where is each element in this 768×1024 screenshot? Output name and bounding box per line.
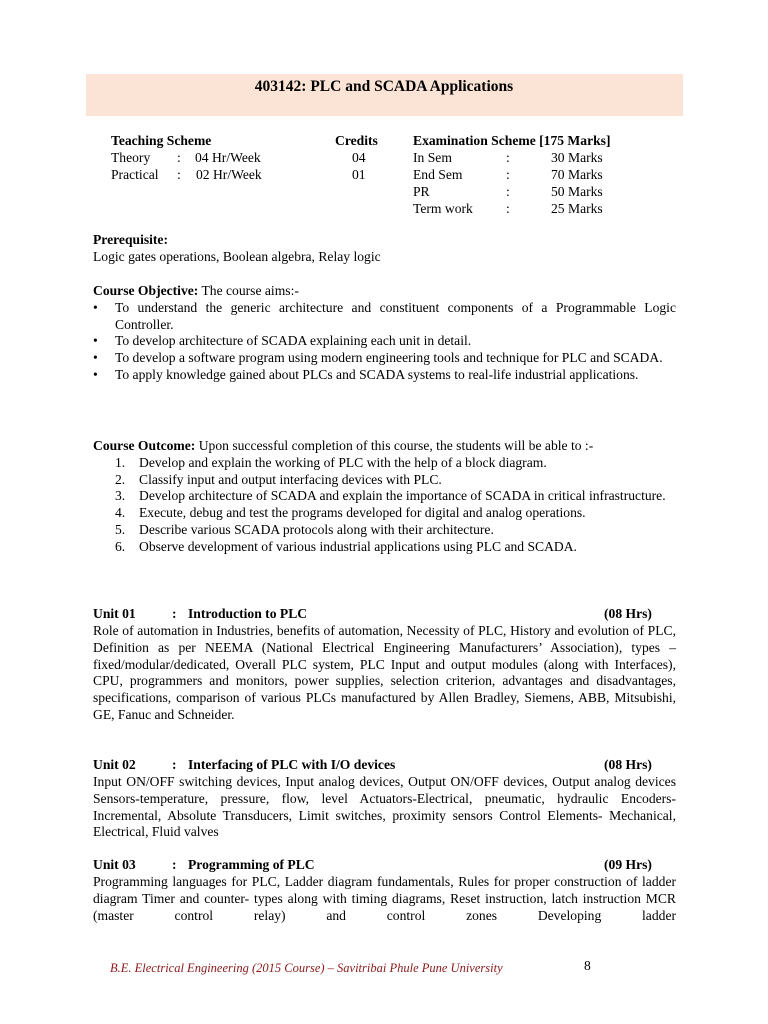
unit-body: Programming languages for PLC, Ladder diagram fundamentals, Rules for proper construction of ladder diagram Timer and counter- types along with timing diagrams, Reset instruction, latch instruction MCR (master control relay) and control zones Developing ladder [93,874,676,923]
teaching-sep: : [177,167,181,182]
item-number: 5. [115,521,126,537]
item-text: Classify input and output interfacing devices with PLC. [139,471,442,487]
credits-value: 01 [352,167,366,182]
list-item [93,455,676,472]
outcome-section [93,438,676,556]
item-number: 4. [115,505,126,521]
outcome-heading: Course Outcome: [93,438,196,453]
unit-hours: (08 Hrs) [604,606,652,621]
prerequisite-text: Logic gates operations, Boolean algebra, Relay logic [93,248,381,264]
item-number: 6. [115,538,126,554]
list-item [93,522,676,539]
exam-label: End Sem [413,167,463,182]
objective-list [93,300,676,384]
item-number: 2. [115,471,126,487]
unit-sep: : [172,606,177,621]
page-footer: B.E. Electrical Engineering (2015 Course) – Savitribai Phule Pune University [110,961,503,975]
unit-body: Role of automation in Industries, benefits of automation, Necessity of PLC, History and evolution of PLC, Definition as per NEEMA (National Electrical Engineering Manufacturers’ Association), types – fixed/modular/dedicated, Overall PLC system, PLC Input and output modules (along with Interfaces), CPU, programmers and monitors, power supplies, selection criterion, advantages and disadvantages, specifications, comparison of various PLCs manufactured by Allen Bradley, Siemens, ABB, Mitsubishi, GE, Fanuc and Schneider. [93,623,676,722]
item-text: Develop and explain the working of PLC with the help of a block diagram. [139,454,547,470]
scheme-row [0,166,768,183]
exam-scheme-heading: Examination Scheme [175 Marks] [413,133,611,148]
teaching-label: Practical [111,167,159,182]
unit-section [93,606,676,724]
outcome-heading-line [93,438,676,455]
exam-value: 30 Marks [551,150,603,165]
scheme-table [0,132,768,217]
teaching-label: Theory [111,150,151,165]
item-text: Observe development of various industrial applications using PLC and SCADA. [139,538,577,554]
exam-sep: : [506,150,510,165]
unit-section [93,757,676,841]
item-number: 3. [115,488,126,504]
unit-title: Programming of PLC [188,857,315,872]
list-item: • To develop a software program using modern engineering tools and technique for PLC and SCADA. [93,350,676,367]
course-title: 403142: PLC and SCADA Applications [254,78,514,95]
item-number: 1. [115,454,126,470]
credits-value: 04 [352,150,366,165]
exam-value: 70 Marks [551,167,603,182]
item-text: Execute, debug and test the programs developed for digital and analog operations. [139,505,586,521]
scheme-row [0,183,768,200]
unit-title: Introduction to PLC [188,606,308,621]
list-item: • To understand the generic architecture and constituent components of a Programmable Logic Controller. [93,300,676,334]
objective-section [93,283,676,384]
unit-sep: : [172,757,177,772]
list-item [93,472,676,489]
exam-sep: : [506,184,510,199]
scheme-row [0,200,768,217]
unit-heading [93,757,676,774]
list-item: • To develop architecture of SCADA explaining each unit in detail. [93,333,676,350]
teaching-value: 02 Hr/Week [196,167,262,182]
objective-heading-line [93,283,676,300]
unit-hours: (09 Hrs) [604,857,652,872]
scheme-row [0,149,768,166]
item-text: Describe various SCADA protocols along with their architecture. [139,521,494,537]
list-item [93,539,676,556]
exam-value: 25 Marks [551,201,603,216]
unit-heading [93,606,676,623]
page-number: 8 [584,958,591,973]
outcome-list [93,455,676,556]
credits-heading: Credits [335,133,378,148]
exam-label: In Sem [413,150,452,165]
unit-number: Unit 01 [93,606,136,621]
list-item [93,505,676,522]
teaching-sep: : [177,150,181,165]
unit-section [93,857,676,924]
exam-value: 50 Marks [551,184,603,199]
unit-title: Interfacing of PLC with I/O devices [188,757,396,772]
unit-heading [93,857,676,874]
exam-sep: : [506,201,510,216]
unit-hours: (08 Hrs) [604,757,652,772]
prerequisite-section [93,232,676,266]
prerequisite-heading: Prerequisite: [93,232,168,247]
exam-label: PR [413,184,430,199]
list-item: • To apply knowledge gained about PLCs and SCADA systems to real-life industrial applications. [93,367,676,384]
exam-sep: : [506,167,510,182]
exam-label: Term work [413,201,473,216]
unit-body: Input ON/OFF switching devices, Input analog devices, Output ON/OFF devices, Output analog devices Sensors-temperature, pressure, flow, level Actuators-Electrical, pneumatic, hydraulic Encoders-Incremental, Absolute Transducers, Limit switches, proximity sensors Control Elements- Mechanical, Electrical, Fluid valves [93,774,676,840]
scheme-header-row [0,132,768,149]
item-text: Develop architecture of SCADA and explain the importance of SCADA in critical infrastructure. [139,488,666,504]
objective-intro: The course aims:- [198,283,299,298]
teaching-value: 04 Hr/Week [195,150,261,165]
unit-number: Unit 03 [93,857,136,872]
teaching-scheme-heading: Teaching Scheme [111,133,212,148]
unit-number: Unit 02 [93,757,136,772]
list-item [93,488,676,505]
unit-sep: : [172,857,177,872]
outcome-intro: Upon successful completion of this course, the students will be able to :- [195,438,594,453]
objective-heading: Course Objective: [93,283,199,298]
